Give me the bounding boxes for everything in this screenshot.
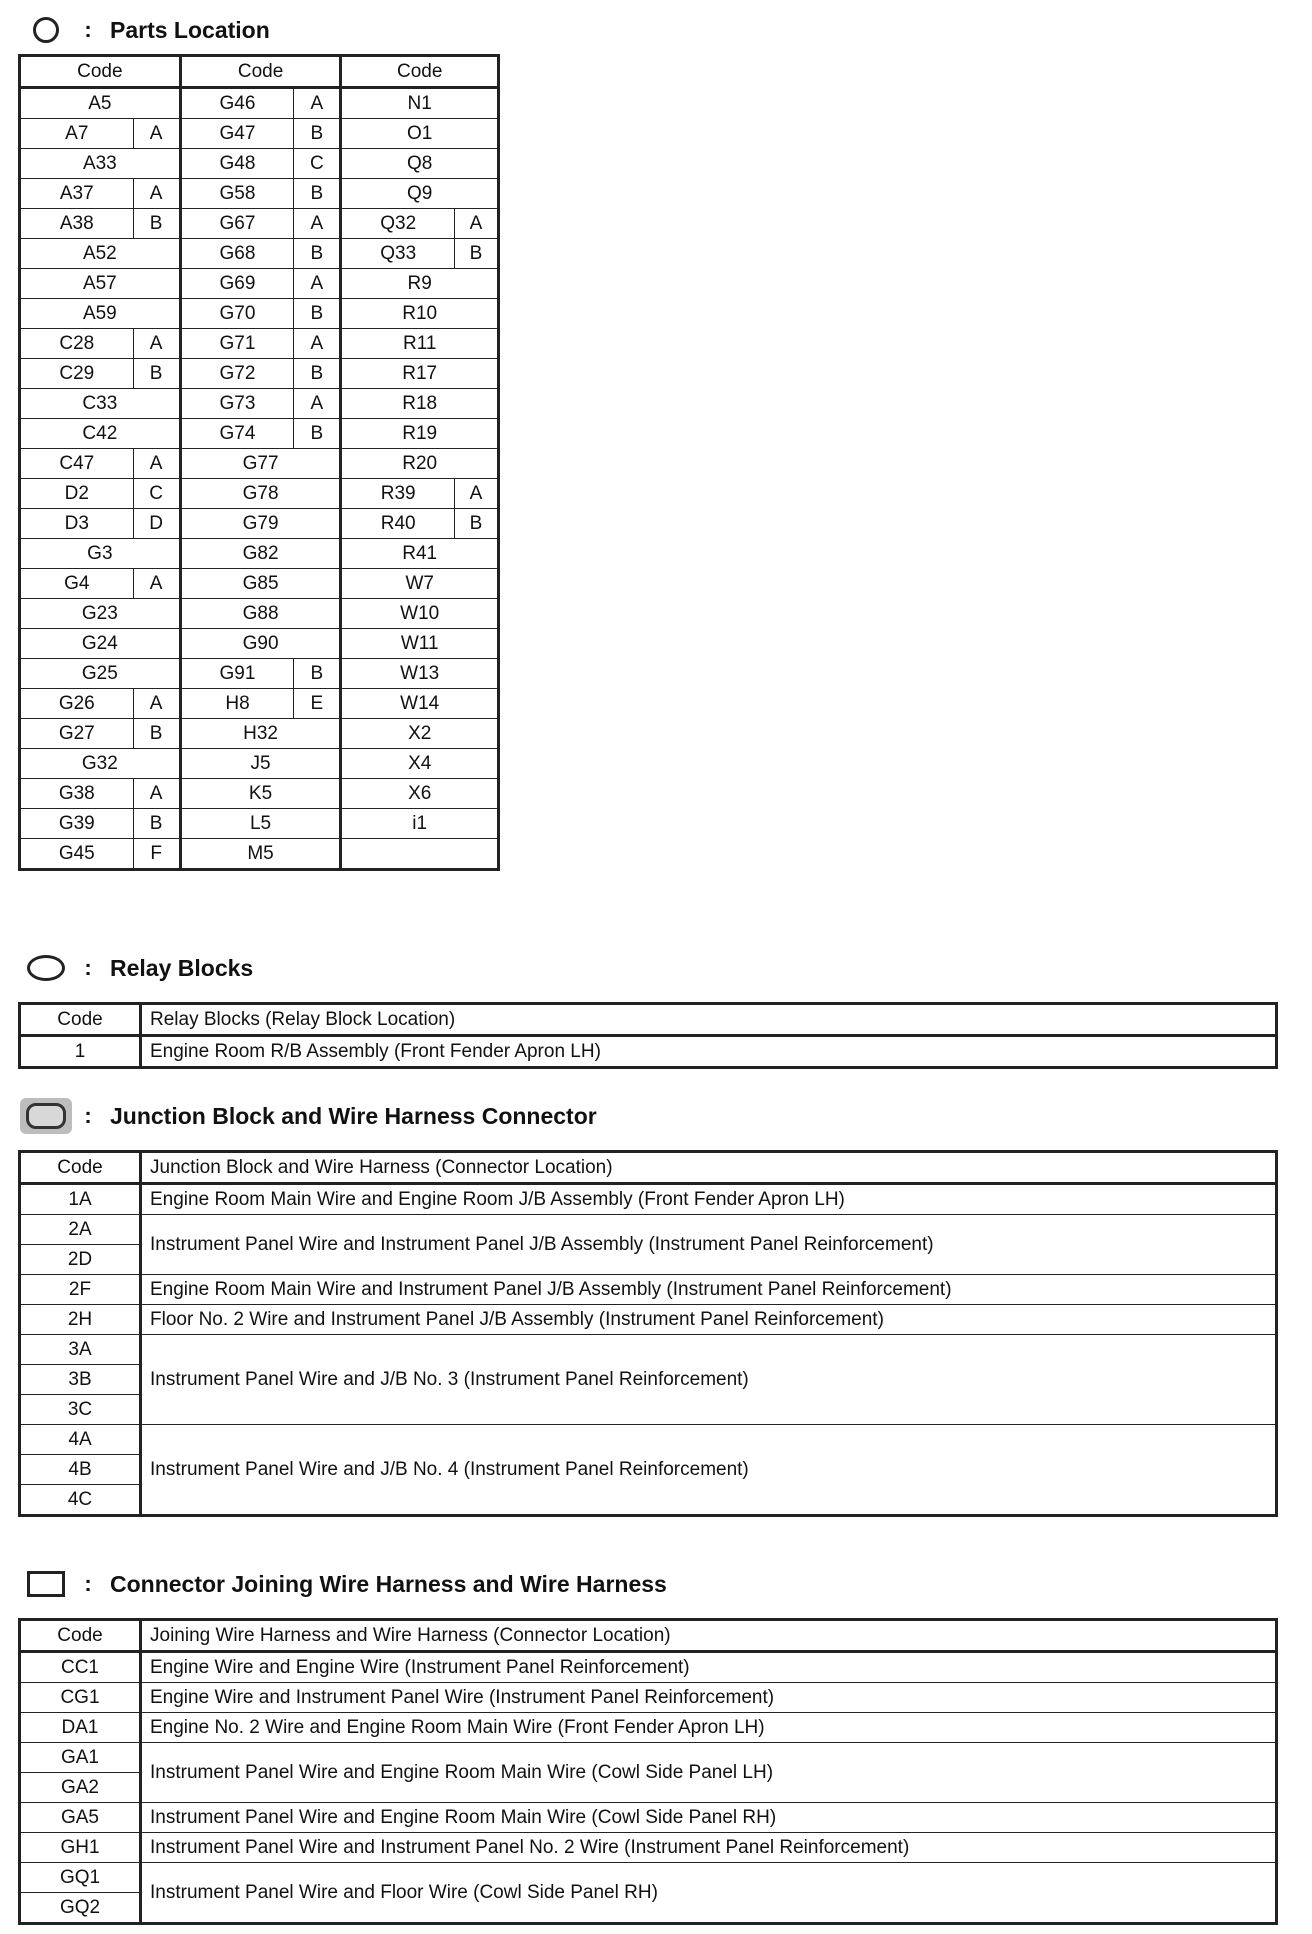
part-code: C42: [20, 419, 181, 449]
connector-code: 2D: [20, 1245, 141, 1275]
table-row: [20, 659, 499, 689]
part-code: G70: [180, 299, 294, 329]
part-code: R18: [341, 389, 499, 419]
part-variant: B: [133, 359, 180, 389]
part-variant: D: [133, 509, 180, 539]
part-variant: B: [294, 239, 341, 269]
part-code: X2: [341, 719, 499, 749]
table-row: [20, 1215, 1277, 1245]
part-code: J5: [180, 749, 341, 779]
table-row: [20, 479, 499, 509]
heading-colon: :: [84, 17, 92, 42]
table-row: [20, 1833, 1277, 1863]
part-code: G69: [180, 269, 294, 299]
part-code: X6: [341, 779, 499, 809]
table-row: [20, 1652, 1277, 1683]
part-variant: A: [454, 209, 498, 239]
part-code: O1: [341, 119, 499, 149]
junction-block-heading: [18, 1098, 1278, 1134]
part-code: R20: [341, 449, 499, 479]
part-variant: B: [294, 359, 341, 389]
table-row: [20, 599, 499, 629]
table-row: [20, 269, 499, 299]
part-code: R19: [341, 419, 499, 449]
connector-description: Engine Wire and Engine Wire (Instrument Panel Reinforcement): [141, 1652, 1277, 1683]
part-code: A52: [20, 239, 181, 269]
part-code: H8: [180, 689, 294, 719]
connector-code: 2F: [20, 1275, 141, 1305]
connector-description: Instrument Panel Wire and J/B No. 4 (Instrument Panel Reinforcement): [141, 1425, 1277, 1516]
heading-colon: :: [84, 955, 92, 980]
table-row: [20, 1863, 1277, 1893]
part-code: C28: [20, 329, 134, 359]
part-code: G3: [20, 539, 181, 569]
part-code: G88: [180, 599, 341, 629]
table-row: [20, 209, 499, 239]
part-variant: E: [294, 689, 341, 719]
part-code: R39: [341, 479, 455, 509]
connector-description: Instrument Panel Wire and Engine Room Main Wire (Cowl Side Panel RH): [141, 1803, 1277, 1833]
part-code: Q9: [341, 179, 499, 209]
junction-block-title: Junction Block and Wire Harness Connector: [110, 1102, 597, 1129]
part-variant: A: [133, 689, 180, 719]
table-row: [20, 1335, 1277, 1365]
part-variant: A: [133, 179, 180, 209]
connector-joining-title: Connector Joining Wire Harness and Wire Harness: [110, 1570, 667, 1597]
connector-joining-heading: [18, 1566, 1278, 1602]
table-row: [20, 449, 499, 479]
part-code: K5: [180, 779, 341, 809]
table-header-row: [20, 56, 499, 88]
description-column-header: Joining Wire Harness and Wire Harness (Connector Location): [141, 1620, 1277, 1652]
table-row: [20, 629, 499, 659]
parts-location-title: Parts Location: [110, 16, 270, 43]
column-header: Code: [180, 56, 341, 88]
part-variant: A: [454, 479, 498, 509]
part-variant: B: [454, 509, 498, 539]
part-code: D3: [20, 509, 134, 539]
part-code: D2: [20, 479, 134, 509]
relay-blocks-title: Relay Blocks: [110, 954, 254, 981]
part-variant: B: [294, 299, 341, 329]
part-code: R11: [341, 329, 499, 359]
part-variant: A: [294, 389, 341, 419]
part-code: R9: [341, 269, 499, 299]
connector-code: GQ1: [20, 1863, 141, 1893]
part-variant: B: [294, 659, 341, 689]
table-row: [20, 839, 499, 870]
connector-code: 4B: [20, 1455, 141, 1485]
part-code: M5: [180, 839, 341, 870]
table-row: [20, 1036, 1277, 1068]
part-code: Q32: [341, 209, 455, 239]
part-code: G74: [180, 419, 294, 449]
table-row: [20, 299, 499, 329]
rectangle-symbol-icon: [18, 1567, 74, 1601]
connector-description: Engine Room Main Wire and Instrument Panel J/B Assembly (Instrument Panel Reinforcement): [141, 1275, 1277, 1305]
part-code: G72: [180, 359, 294, 389]
column-header: Code: [341, 56, 499, 88]
table-row: [20, 809, 499, 839]
part-code: W7: [341, 569, 499, 599]
part-code: G77: [180, 449, 341, 479]
table-row: [20, 569, 499, 599]
connector-description: Instrument Panel Wire and Instrument Panel No. 2 Wire (Instrument Panel Reinforcement): [141, 1833, 1277, 1863]
part-variant: C: [133, 479, 180, 509]
part-code: G24: [20, 629, 181, 659]
part-code: A57: [20, 269, 181, 299]
table-row: [20, 119, 499, 149]
connector-description: Engine Room R/B Assembly (Front Fender Apron LH): [141, 1036, 1277, 1068]
table-row: [20, 329, 499, 359]
part-variant: A: [133, 329, 180, 359]
connector-code: 1A: [20, 1184, 141, 1215]
heading-colon: :: [84, 1571, 92, 1596]
table-row: [20, 719, 499, 749]
part-variant: B: [133, 809, 180, 839]
oval-symbol-icon: [18, 951, 74, 985]
parts-location-section: [18, 12, 500, 871]
part-variant: A: [294, 269, 341, 299]
part-variant: B: [133, 719, 180, 749]
connector-code: 1: [20, 1036, 141, 1068]
part-code: [341, 839, 499, 870]
part-code: W10: [341, 599, 499, 629]
part-code: A7: [20, 119, 134, 149]
connector-code: 4C: [20, 1485, 141, 1516]
part-code: G71: [180, 329, 294, 359]
part-code: G48: [180, 149, 294, 179]
part-code: Q8: [341, 149, 499, 179]
table-row: [20, 239, 499, 269]
connector-code: GA2: [20, 1773, 141, 1803]
table-row: [20, 1803, 1277, 1833]
junction-block-section: [18, 1098, 1278, 1517]
part-variant: B: [454, 239, 498, 269]
table-row: [20, 749, 499, 779]
part-code: G45: [20, 839, 134, 870]
part-code: G91: [180, 659, 294, 689]
connector-code: CG1: [20, 1683, 141, 1713]
connector-code: CC1: [20, 1652, 141, 1683]
part-code: N1: [341, 88, 499, 119]
part-code: G79: [180, 509, 341, 539]
part-code: C29: [20, 359, 134, 389]
connector-description: Floor No. 2 Wire and Instrument Panel J/B Assembly (Instrument Panel Reinforcement): [141, 1305, 1277, 1335]
code-column-header: Code: [20, 1004, 141, 1036]
description-column-header: Junction Block and Wire Harness (Connector Location): [141, 1152, 1277, 1184]
connector-code: GH1: [20, 1833, 141, 1863]
table-row: [20, 149, 499, 179]
table-row: [20, 779, 499, 809]
connector-code: 3A: [20, 1335, 141, 1365]
part-code: G82: [180, 539, 341, 569]
part-code: G27: [20, 719, 134, 749]
table-row: [20, 359, 499, 389]
connector-description: Instrument Panel Wire and Instrument Panel J/B Assembly (Instrument Panel Reinforcement): [141, 1215, 1277, 1275]
table-row: [20, 1713, 1277, 1743]
part-code: R17: [341, 359, 499, 389]
junction-block-table: [18, 1150, 1278, 1517]
part-code: W13: [341, 659, 499, 689]
part-variant: B: [294, 119, 341, 149]
connector-code: 2A: [20, 1215, 141, 1245]
part-code: G85: [180, 569, 341, 599]
table-row: [20, 179, 499, 209]
part-variant: A: [294, 88, 341, 119]
connector-joining-table: [18, 1618, 1278, 1925]
table-row: [20, 1425, 1277, 1455]
part-code: C33: [20, 389, 181, 419]
part-variant: A: [133, 119, 180, 149]
table-row: [20, 689, 499, 719]
part-variant: A: [133, 779, 180, 809]
part-code: G47: [180, 119, 294, 149]
part-code: G32: [20, 749, 181, 779]
part-code: G78: [180, 479, 341, 509]
part-variant: B: [294, 419, 341, 449]
part-code: R41: [341, 539, 499, 569]
part-code: G39: [20, 809, 134, 839]
part-code: G58: [180, 179, 294, 209]
part-code: A59: [20, 299, 181, 329]
part-code: G90: [180, 629, 341, 659]
part-code: G23: [20, 599, 181, 629]
table-row: [20, 539, 499, 569]
description-column-header: Relay Blocks (Relay Block Location): [141, 1004, 1277, 1036]
connector-code: 2H: [20, 1305, 141, 1335]
connector-description: Engine Wire and Instrument Panel Wire (Instrument Panel Reinforcement): [141, 1683, 1277, 1713]
code-column-header: Code: [20, 1620, 141, 1652]
part-code: G4: [20, 569, 134, 599]
connector-code: 4A: [20, 1425, 141, 1455]
part-code: C47: [20, 449, 134, 479]
connector-code: DA1: [20, 1713, 141, 1743]
connector-joining-section: [18, 1566, 1278, 1925]
part-variant: A: [294, 329, 341, 359]
part-code: A38: [20, 209, 134, 239]
circle-symbol-icon: [18, 13, 74, 47]
table-row: [20, 1683, 1277, 1713]
part-code: A33: [20, 149, 181, 179]
part-code: A5: [20, 88, 181, 119]
connector-code: GQ2: [20, 1893, 141, 1924]
part-code: G25: [20, 659, 181, 689]
connector-code: 3C: [20, 1395, 141, 1425]
table-row: [20, 1184, 1277, 1215]
part-code: W11: [341, 629, 499, 659]
relay-blocks-table: [18, 1002, 1278, 1069]
part-code: G68: [180, 239, 294, 269]
code-column-header: Code: [20, 1152, 141, 1184]
part-variant: C: [294, 149, 341, 179]
shaded-oval-symbol-icon: [18, 1099, 74, 1133]
part-code: W14: [341, 689, 499, 719]
column-header: Code: [20, 56, 181, 88]
connector-code: GA1: [20, 1743, 141, 1773]
table-row: [20, 88, 499, 119]
table-row: [20, 509, 499, 539]
part-code: R40: [341, 509, 455, 539]
part-variant: B: [294, 179, 341, 209]
table-header-row: [20, 1004, 1277, 1036]
part-code: H32: [180, 719, 341, 749]
part-variant: A: [133, 449, 180, 479]
part-code: A37: [20, 179, 134, 209]
part-code: G26: [20, 689, 134, 719]
table-header-row: [20, 1152, 1277, 1184]
part-code: G38: [20, 779, 134, 809]
table-row: [20, 389, 499, 419]
part-code: Q33: [341, 239, 455, 269]
part-code: G46: [180, 88, 294, 119]
part-code: L5: [180, 809, 341, 839]
connector-code: GA5: [20, 1803, 141, 1833]
part-variant: A: [294, 209, 341, 239]
part-code: G67: [180, 209, 294, 239]
part-code: G73: [180, 389, 294, 419]
relay-blocks-section: [18, 950, 1278, 1069]
parts-location-table: [18, 54, 500, 871]
table-row: [20, 1275, 1277, 1305]
connector-description: Engine No. 2 Wire and Engine Room Main Wire (Front Fender Apron LH): [141, 1713, 1277, 1743]
part-variant: F: [133, 839, 180, 870]
connector-description: Instrument Panel Wire and J/B No. 3 (Instrument Panel Reinforcement): [141, 1335, 1277, 1425]
heading-colon: :: [84, 1103, 92, 1128]
part-code: X4: [341, 749, 499, 779]
table-row: [20, 1743, 1277, 1773]
part-variant: A: [133, 569, 180, 599]
connector-description: Engine Room Main Wire and Engine Room J/B Assembly (Front Fender Apron LH): [141, 1184, 1277, 1215]
table-row: [20, 419, 499, 449]
relay-blocks-heading: [18, 950, 1278, 986]
connector-code: 3B: [20, 1365, 141, 1395]
connector-description: Instrument Panel Wire and Engine Room Main Wire (Cowl Side Panel LH): [141, 1743, 1277, 1803]
part-variant: B: [133, 209, 180, 239]
table-header-row: [20, 1620, 1277, 1652]
connector-description: Instrument Panel Wire and Floor Wire (Cowl Side Panel RH): [141, 1863, 1277, 1924]
table-row: [20, 1305, 1277, 1335]
parts-location-heading: [18, 12, 500, 48]
part-code: i1: [341, 809, 499, 839]
part-code: R10: [341, 299, 499, 329]
